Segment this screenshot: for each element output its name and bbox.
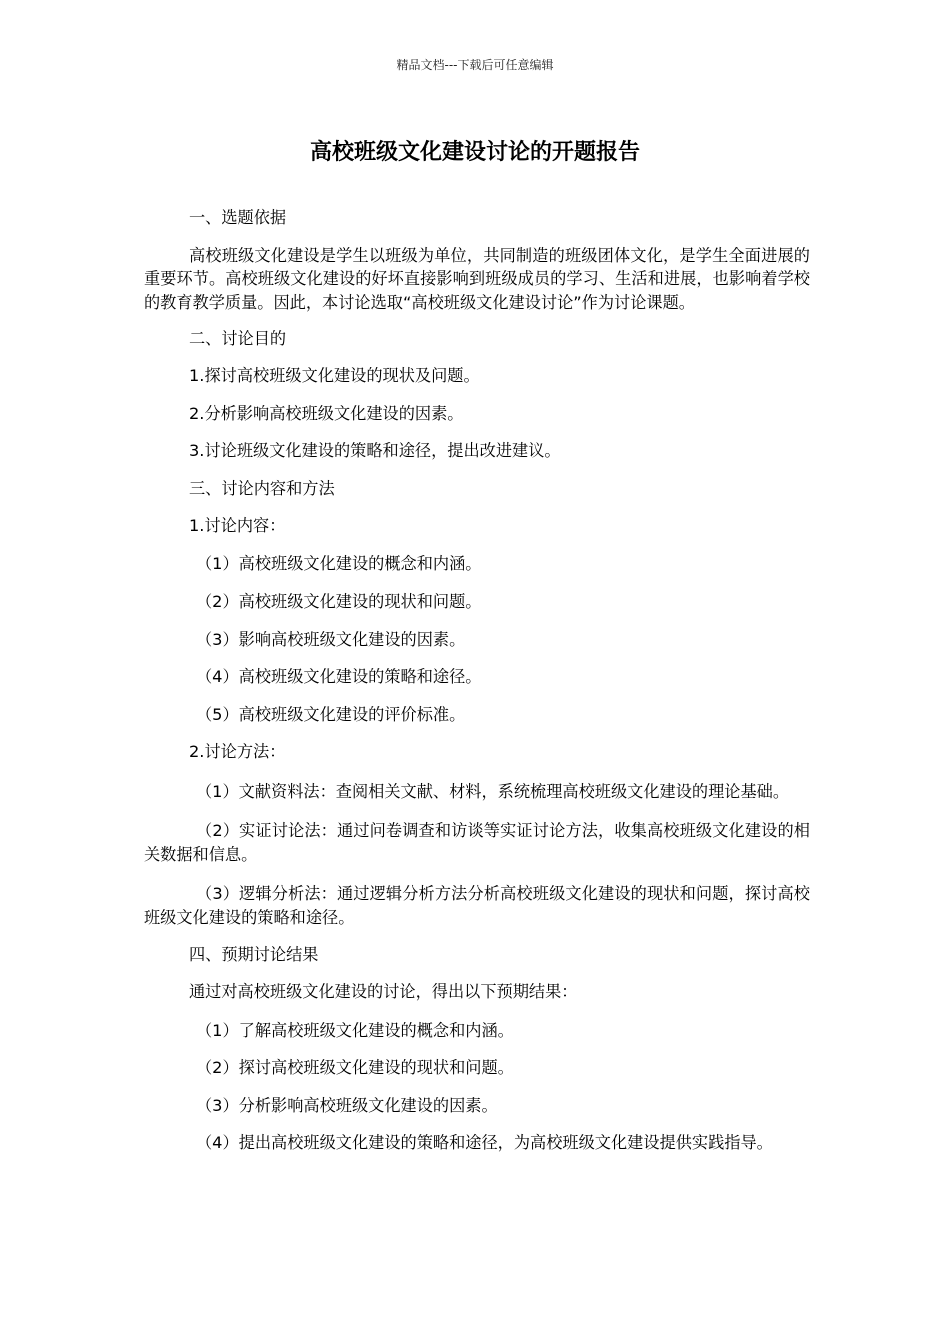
list-item: （2）实证讨论法：通过问卷调查和访谈等实证讨论方法，收集高校班级文化建设的相关数据和信息。: [144, 821, 810, 864]
list-item: （4）提出高校班级文化建设的策略和途径，为高校班级文化建设提供实践指导。: [196, 1133, 773, 1152]
list-item: （5）高校班级文化建设的评价标准。: [196, 704, 466, 724]
list-item: （3）逻辑分析法：通过逻辑分析方法分析高校班级文化建设的现状和问题，探讨高校班级文化建设的策略和途径。: [144, 884, 810, 927]
list-item: 3.讨论班级文化建设的策略和途径，提出改进建议。: [189, 441, 561, 460]
list-item: 1.探讨高校班级文化建设的现状及问题。: [189, 366, 480, 385]
document-title: 高校班级文化建设讨论的开题报告: [309, 140, 640, 165]
header-note: 精品文档---下载后可任意编辑: [396, 58, 554, 72]
body-paragraph: 高校班级文化建设是学生以班级为单位，共同制造的班级团体文化，是学生全面进展的重要环节。高校班级文化建设的好坏直接影响到班级成员的学习、生活和进展，也影响着学校的教育教学质量。因此，本讨论选取“高校班级文化建设讨论”作为讨论课题。: [144, 245, 810, 312]
list-item: 2.分析影响高校班级文化建设的因素。: [189, 403, 464, 423]
list-item: （1）文献资料法：查阅相关文献、材料，系统梳理高校班级文化建设的理论基础。: [196, 781, 790, 801]
list-item: （1）高校班级文化建设的概念和内涵。: [196, 553, 482, 573]
body-paragraph: 通过对高校班级文化建设的讨论，得出以下预期结果：: [189, 982, 578, 1001]
list-item: （4）高校班级文化建设的策略和途径。: [196, 667, 482, 686]
list-item: （2）探讨高校班级文化建设的现状和问题。: [196, 1058, 514, 1077]
subsection-label: 1.讨论内容：: [189, 516, 286, 535]
list-item: （2）高校班级文化建设的现状和问题。: [196, 592, 482, 611]
section-heading: 三、讨论内容和方法: [189, 478, 335, 498]
list-item: （1）了解高校班级文化建设的概念和内涵。: [196, 1020, 514, 1040]
list-item: （3）分析影响高校班级文化建设的因素。: [196, 1095, 498, 1115]
section-heading: 二、讨论目的: [189, 328, 287, 348]
subsection-label: 2.讨论方法：: [189, 742, 286, 761]
list-item: （3）影响高校班级文化建设的因素。: [196, 629, 466, 649]
section-heading: 一、选题依据: [189, 208, 287, 227]
section-heading: 四、预期讨论结果: [189, 945, 319, 964]
document-body: [144, 206, 810, 1169]
